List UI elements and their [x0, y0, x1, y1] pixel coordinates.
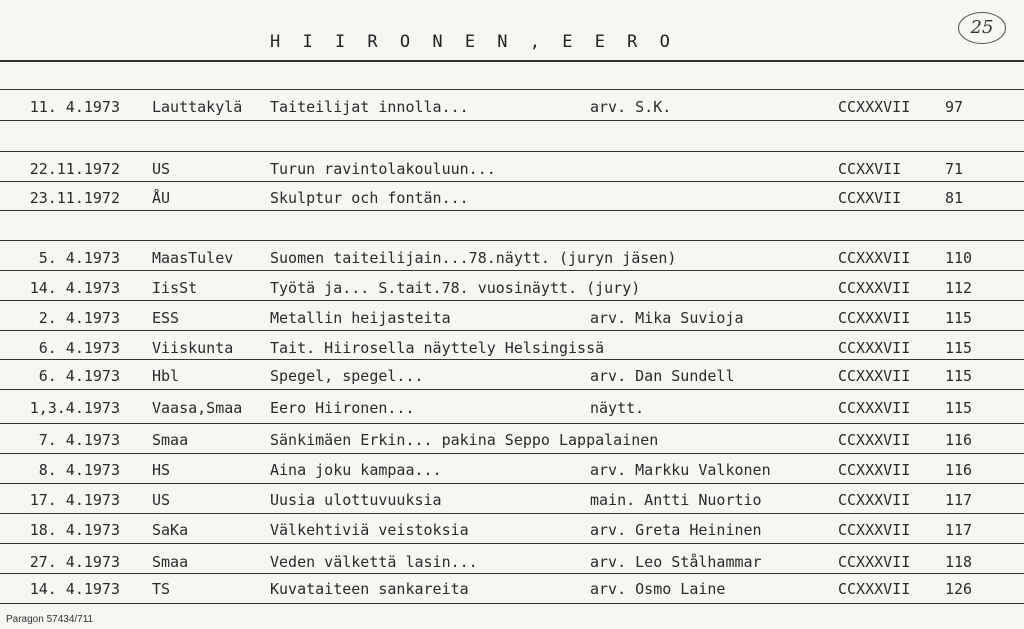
entry-title: Tait. Hiirosella näyttely Helsingissä: [270, 339, 605, 357]
entry-volume: CCXXXVII: [838, 279, 911, 297]
entry-author: arv. Dan Sundell: [590, 367, 735, 385]
entry-page: 71: [945, 160, 964, 178]
entry-source: US: [152, 491, 171, 509]
entry-title: Uusia ulottuvuuksia: [270, 491, 442, 509]
entry-author: main. Antti Nuortio: [590, 491, 762, 509]
entry-volume: CCXXXVII: [838, 580, 911, 598]
entry-source: ÅU: [152, 189, 171, 207]
entry-title: Veden välkettä lasin...: [270, 553, 478, 571]
entry-date: 27. 4.1973: [29, 553, 120, 571]
rule-line: [0, 603, 1024, 604]
rule-line: [0, 513, 1024, 514]
entry-page: 126: [945, 580, 973, 598]
entry-volume: CCXXXVII: [838, 399, 911, 417]
entry-volume: CCXXXVII: [838, 339, 911, 357]
entry-source: US: [152, 160, 171, 178]
entry-title: Eero Hiironen...: [270, 399, 415, 417]
rule-line: [0, 359, 1024, 360]
entry-row: [0, 337, 1024, 359]
entry-page: 81: [945, 189, 964, 207]
entry-title: Välkehtiviä veistoksia: [270, 521, 469, 539]
entry-source: ESS: [152, 309, 180, 327]
entry-volume: CCXXXVII: [838, 461, 911, 479]
entry-date: 6. 4.1973: [38, 367, 120, 385]
entry-volume: CCXXXVII: [838, 309, 911, 327]
rule-line: [0, 60, 1024, 62]
rule-line: [0, 120, 1024, 121]
entry-row: [0, 429, 1024, 451]
entry-source: Lauttakylä: [152, 98, 243, 116]
entry-page: 117: [945, 521, 973, 539]
entry-row: [0, 519, 1024, 541]
entry-date: 14. 4.1973: [29, 279, 120, 297]
entry-page: 115: [945, 339, 973, 357]
entry-page: 112: [945, 279, 973, 297]
entry-date: 23.11.1972: [29, 189, 120, 207]
entry-volume: CCXXXVII: [838, 553, 911, 571]
entry-title: Kuvataiteen sankareita: [270, 580, 469, 598]
entry-row: [0, 365, 1024, 387]
entry-date: 8. 4.1973: [38, 461, 120, 479]
entry-title: Metallin heijasteita: [270, 309, 451, 327]
rule-line: [0, 240, 1024, 241]
rule-line: [0, 453, 1024, 454]
entry-source: SaKa: [152, 521, 189, 539]
entry-volume: CCXXVII: [838, 189, 902, 207]
entry-row: [0, 489, 1024, 511]
entry-date: 22.11.1972: [29, 160, 120, 178]
entry-title: Spegel, spegel...: [270, 367, 424, 385]
entry-author: arv. Greta Heininen: [590, 521, 762, 539]
entry-volume: CCXXXVII: [838, 249, 911, 267]
card-title: H I I R O N E N , E E R O: [270, 32, 676, 52]
entry-page: 115: [945, 399, 973, 417]
entry-date: 17. 4.1973: [29, 491, 120, 509]
entry-date: 11. 4.1973: [29, 98, 120, 116]
entry-source: Vaasa,Smaa: [152, 399, 243, 417]
entry-title: Turun ravintolakouluun...: [270, 160, 496, 178]
entry-volume: CCXXXVII: [838, 367, 911, 385]
entry-row: [0, 307, 1024, 329]
entry-page: 115: [945, 367, 973, 385]
entry-source: Smaa: [152, 553, 189, 571]
entry-source: MaasTulev: [152, 249, 234, 267]
entry-author: arv. Osmo Laine: [590, 580, 726, 598]
entry-page: 97: [945, 98, 964, 116]
entry-volume: CCXXXVII: [838, 521, 911, 539]
entry-source: Smaa: [152, 431, 189, 449]
card-footer: Paragon 57434/711: [6, 614, 94, 625]
entry-volume: CCXXVII: [838, 160, 902, 178]
entry-author: arv. Mika Suvioja: [590, 309, 744, 327]
entry-author: arv. S.K.: [590, 98, 672, 116]
entry-date: 7. 4.1973: [38, 431, 120, 449]
entry-row: [0, 397, 1024, 419]
entry-page: 116: [945, 461, 973, 479]
rule-line: [0, 89, 1024, 90]
entry-volume: CCXXXVII: [838, 491, 911, 509]
entry-page: 118: [945, 553, 973, 571]
entry-row: [0, 459, 1024, 481]
entry-date: 14. 4.1973: [29, 580, 120, 598]
entry-title: Skulptur och fontän...: [270, 189, 469, 207]
entry-page: 117: [945, 491, 973, 509]
entry-date: 18. 4.1973: [29, 521, 120, 539]
entry-source: HS: [152, 461, 171, 479]
entry-page: 115: [945, 309, 973, 327]
entry-title: Työtä ja... S.tait.78. vuosinäytt. (jury): [270, 279, 641, 297]
entry-row: [0, 187, 1024, 209]
entry-title: Suomen taiteilijain...78.näytt. (juryn jäsen): [270, 249, 677, 267]
rule-line: [0, 330, 1024, 331]
entry-date: 6. 4.1973: [38, 339, 120, 357]
rule-line: [0, 423, 1024, 424]
entry-row: [0, 277, 1024, 299]
entry-author: näytt.: [590, 399, 645, 417]
entry-title: Aina joku kampaa...: [270, 461, 442, 479]
entry-row: [0, 96, 1024, 118]
entry-row: [0, 578, 1024, 600]
rule-line: [0, 181, 1024, 182]
rule-line: [0, 483, 1024, 484]
entry-row: [0, 158, 1024, 180]
entry-source: Hbl: [152, 367, 180, 385]
entry-page: 110: [945, 249, 973, 267]
entry-source: Viiskunta: [152, 339, 234, 357]
rule-line: [0, 300, 1024, 301]
entry-volume: CCXXXVII: [838, 431, 911, 449]
entry-date: 2. 4.1973: [38, 309, 120, 327]
rule-line: [0, 389, 1024, 390]
entry-author: arv. Leo Stålhammar: [590, 553, 762, 571]
rule-line: [0, 151, 1024, 152]
entry-row: [0, 247, 1024, 269]
entry-author: arv. Markku Valkonen: [590, 461, 771, 479]
entry-title: Sänkimäen Erkin... pakina Seppo Lappalainen: [270, 431, 659, 449]
rule-line: [0, 210, 1024, 211]
entry-page: 116: [945, 431, 973, 449]
rule-line: [0, 270, 1024, 271]
page-number-circle: 25: [958, 12, 1006, 44]
entry-volume: CCXXXVII: [838, 98, 911, 116]
rule-line: [0, 543, 1024, 544]
entry-title: Taiteilijat innolla...: [270, 98, 469, 116]
entry-source: TS: [152, 580, 171, 598]
entry-date: 5. 4.1973: [38, 249, 120, 267]
entry-date: 1,3.4.1973: [29, 399, 120, 417]
entry-row: [0, 551, 1024, 573]
entry-source: IisSt: [152, 279, 198, 297]
rule-line: [0, 573, 1024, 574]
